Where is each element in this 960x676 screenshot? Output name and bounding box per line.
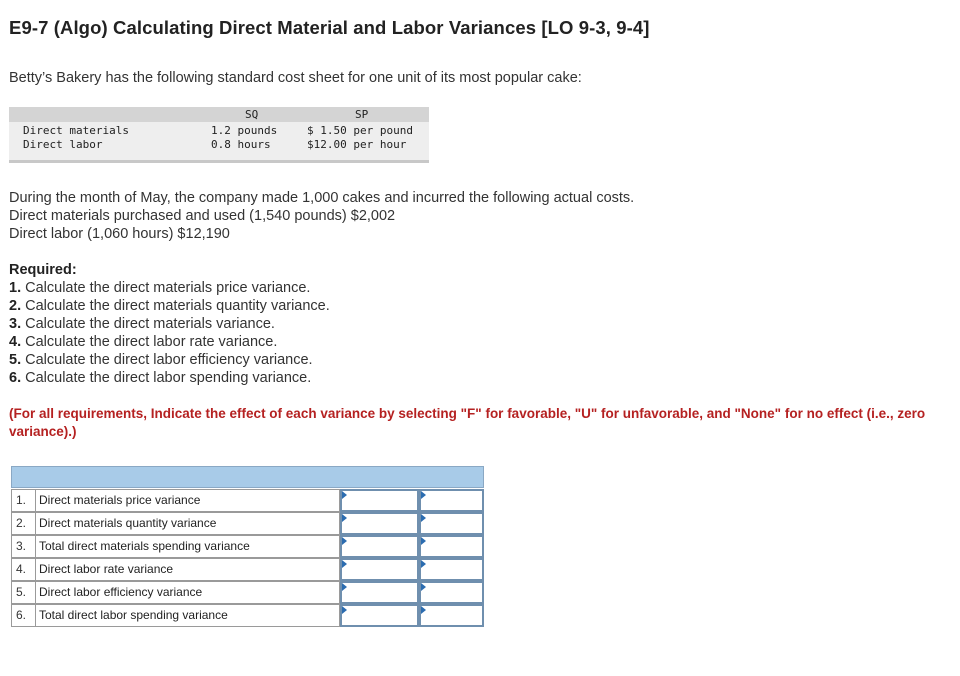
requirement-text: Calculate the direct materials price variance. <box>25 280 311 296</box>
answer-table <box>11 466 484 628</box>
variance-amount-input[interactable] <box>340 558 419 581</box>
requirement-text: Calculate the direct labor efficiency variance. <box>25 352 313 368</box>
variance-effect-select[interactable] <box>419 604 484 627</box>
requirement-item <box>9 297 330 315</box>
cost-sheet-row-sq: 0.8 hours <box>211 138 271 151</box>
variance-amount-input[interactable] <box>340 535 419 558</box>
row-label: Direct materials quantity variance <box>35 512 340 535</box>
actual-costs <box>9 189 634 243</box>
table-row <box>11 489 484 512</box>
requirement-number: 2. <box>9 298 22 314</box>
page-title: E9-7 (Algo) Calculating Direct Material and Labor Variances [LO 9-3, 9-4] <box>9 17 650 38</box>
variance-amount-input[interactable] <box>340 604 419 627</box>
dropdown-marker-icon <box>342 491 347 499</box>
requirement-text: Calculate the direct materials quantity variance. <box>25 298 330 314</box>
requirement-number: 1. <box>9 280 22 296</box>
cost-sheet-row-sp: $12.00 per hour <box>307 138 407 151</box>
row-number: 2. <box>11 512 35 535</box>
row-label: Direct labor rate variance <box>35 558 340 581</box>
actual-costs-line: During the month of May, the company made 1,000 cakes and incurred the following actual costs. <box>9 190 635 206</box>
requirement-number: 4. <box>9 334 22 350</box>
actual-costs-line: Direct labor (1,060 hours) $12,190 <box>9 226 230 242</box>
dropdown-marker-icon <box>421 491 426 499</box>
variance-amount-input[interactable] <box>340 512 419 535</box>
requirement-text: Calculate the direct materials variance. <box>25 316 275 332</box>
dropdown-marker-icon <box>342 514 347 522</box>
requirement-text: Calculate the direct labor spending variance. <box>25 370 312 386</box>
table-row <box>11 604 484 627</box>
requirement-text: Calculate the direct labor rate variance. <box>25 334 278 350</box>
requirement-item <box>9 369 330 387</box>
variance-effect-select[interactable] <box>419 512 484 535</box>
requirement-number: 6. <box>9 370 22 386</box>
row-number: 4. <box>11 558 35 581</box>
requirements-heading: Required: <box>9 262 77 278</box>
cost-sheet-row-label: Direct materials <box>23 124 129 137</box>
table-row <box>11 512 484 535</box>
variance-effect-select[interactable] <box>419 535 484 558</box>
variance-amount-input[interactable] <box>340 489 419 512</box>
answer-table-header <box>11 466 484 488</box>
cost-sheet-bottom-rule <box>9 160 429 163</box>
cost-sheet-header-sp: SP <box>355 108 369 121</box>
variance-effect-select[interactable] <box>419 489 484 512</box>
requirement-item <box>9 315 330 333</box>
requirement-number: 5. <box>9 352 22 368</box>
row-label: Direct labor efficiency variance <box>35 581 340 604</box>
requirement-item <box>9 333 330 351</box>
table-row <box>11 535 484 558</box>
dropdown-marker-icon <box>342 560 347 568</box>
standard-cost-sheet <box>9 107 429 163</box>
variance-effect-select[interactable] <box>419 558 484 581</box>
requirement-number: 3. <box>9 316 22 332</box>
variance-amount-input[interactable] <box>340 581 419 604</box>
table-row <box>11 558 484 581</box>
row-label: Direct materials price variance <box>35 489 340 512</box>
cost-sheet-row-sq: 1.2 pounds <box>211 124 278 137</box>
row-label: Total direct materials spending variance <box>35 535 340 558</box>
dropdown-marker-icon <box>342 606 347 614</box>
dropdown-marker-icon <box>421 560 426 568</box>
intro-text: Betty’s Bakery has the following standard cost sheet for one unit of its most popular cake: <box>9 70 582 86</box>
instructions-note: (For all requirements, Indicate the effect of each variance by selecting "F" for favorable, "U" for unfavorable, and "None" for no effect (i.e., zero variance).) <box>9 406 926 439</box>
requirement-item <box>9 279 330 297</box>
actual-costs-line: Direct materials purchased and used (1,540 pounds) $2,002 <box>9 208 396 224</box>
requirement-item <box>9 351 330 369</box>
variance-effect-select[interactable] <box>419 581 484 604</box>
row-number: 1. <box>11 489 35 512</box>
dropdown-marker-icon <box>421 583 426 591</box>
dropdown-marker-icon <box>342 537 347 545</box>
row-number: 6. <box>11 604 35 627</box>
cost-sheet-row-sp: $ 1.50 per pound <box>307 124 413 137</box>
dropdown-marker-icon <box>421 514 426 522</box>
cost-sheet-header-sq: SQ <box>245 108 259 121</box>
row-number: 5. <box>11 581 35 604</box>
row-number: 3. <box>11 535 35 558</box>
requirements <box>9 261 330 387</box>
dropdown-marker-icon <box>421 537 426 545</box>
row-label: Total direct labor spending variance <box>35 604 340 627</box>
dropdown-marker-icon <box>342 583 347 591</box>
dropdown-marker-icon <box>421 606 426 614</box>
table-row <box>11 581 484 604</box>
cost-sheet-row-label: Direct labor <box>23 138 103 151</box>
